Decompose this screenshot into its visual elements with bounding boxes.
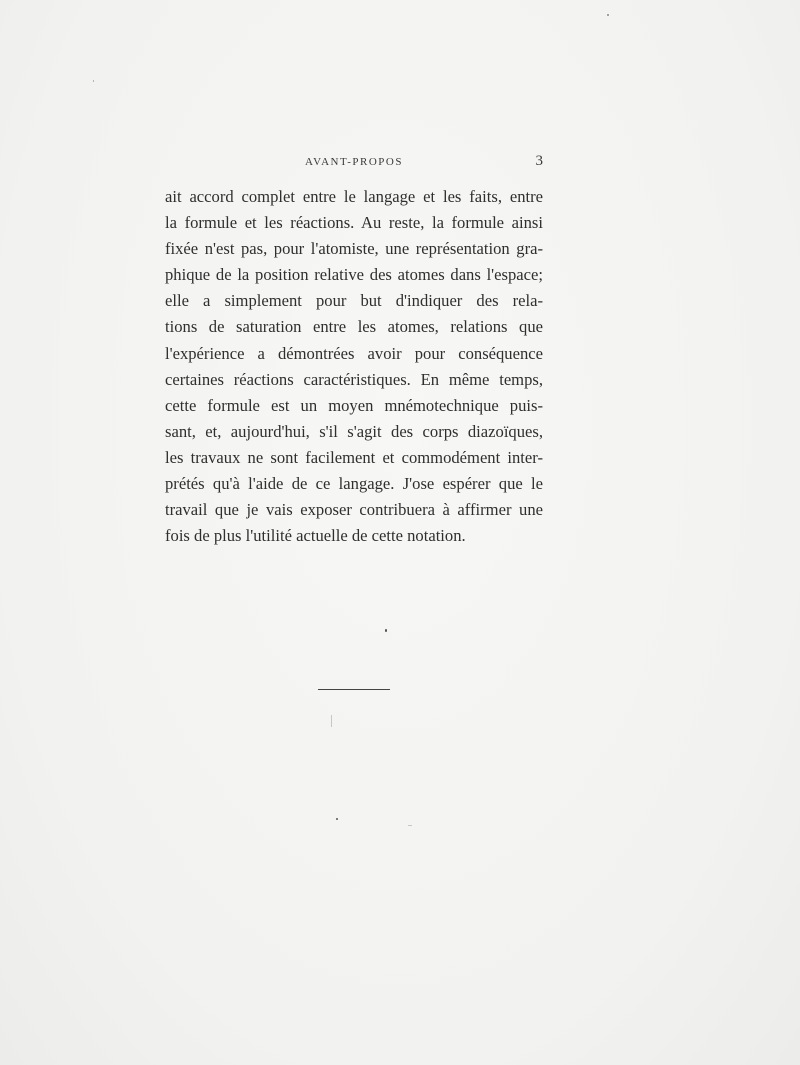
text-line: elle a simplement pour but d'indiquer des rela- — [165, 291, 543, 311]
running-head — [165, 152, 543, 174]
text-line: la formule et les réactions. Au reste, la formule ainsi — [165, 213, 543, 233]
running-title: AVANT-PROPOS — [305, 156, 403, 168]
page-number: 3 — [535, 153, 543, 169]
text-line: prétés qu'à l'aide de ce langage. J'ose espérer que le — [165, 474, 543, 494]
text-line: travail que je vais exposer contribuera à affirmer une — [165, 500, 543, 520]
text-line: phique de la position relative des atomes dans l'espace; — [165, 265, 543, 285]
text-line: sant, et, aujourd'hui, s'il s'agit des corps diazoïques, — [165, 421, 543, 441]
end-rule — [318, 689, 390, 690]
text-line: fois de plus l'utilité actuelle de cette notation. — [165, 526, 466, 546]
print-speck — [385, 629, 387, 632]
body-paragraph — [165, 184, 543, 549]
text-line: ait accord complet entre le langage et les faits, entre — [165, 187, 543, 206]
text-line: cette formule est un moyen mnémotechnique puis- — [165, 395, 543, 415]
text-line: tions de saturation entre les atomes, relations que — [165, 317, 543, 337]
text-line: fixée n'est pas, pour l'atomiste, une représentation gra- — [165, 239, 543, 259]
text-line: les travaux ne sont facilement et commodément inter- — [165, 447, 543, 467]
paper-mark — [331, 715, 332, 727]
print-speck — [607, 14, 609, 16]
paper-mark — [408, 825, 412, 826]
print-speck — [336, 818, 338, 820]
print-speck — [93, 80, 94, 82]
text-line: certaines réactions caractéristiques. En même temps, — [165, 369, 543, 389]
text-line: l'expérience a démontrées avoir pour conséquence — [165, 343, 543, 363]
